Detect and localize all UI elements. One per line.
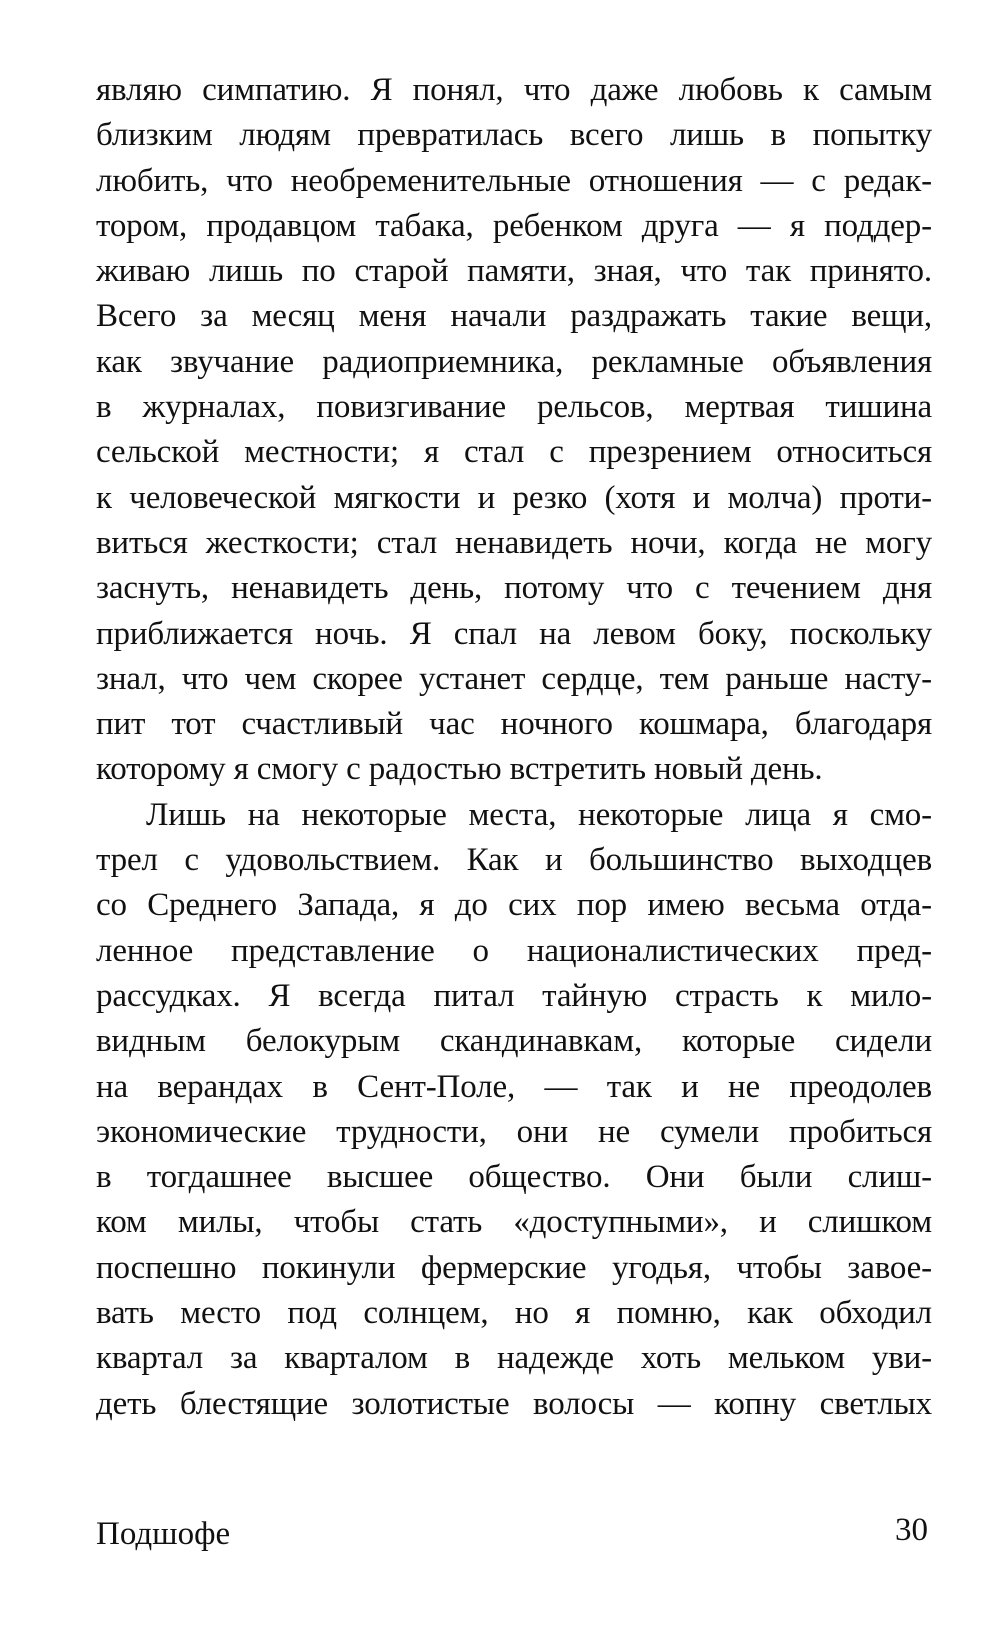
text-line: деть блестящие золотистые волосы — копну светлых [96,1385,932,1422]
text-line: живаю лишь по старой памяти, зная, что так принято. [96,253,932,290]
text-line: приближается ночь. Я спал на левом боку, поскольку [96,615,932,652]
text-line: заснуть, ненавидеть день, потому что с течением дня [96,570,932,607]
text-line: Лишь на некоторые места, некоторые лица я смо- [146,796,932,833]
text-line: в тогдашнее высшее общество. Они были слиш- [96,1159,932,1196]
body-text [96,68,932,1427]
text-line: сельской местности; я стал с презрением относиться [96,434,932,471]
text-line: со Среднего Запада, я до сих пор имею весьма отда- [96,887,932,924]
text-line: в журналах, повизгивание рельсов, мертвая тишина [96,389,932,426]
text-line: близким людям превратилась всего лишь в попытку [96,117,932,154]
text-line: видным белокурым скандинавкам, которые сидели [96,1023,932,1060]
page-number: 30 [895,1512,928,1548]
text-line: трел с удовольствием. Как и большинство выходцев [96,842,932,879]
text-line: как звучание радиоприемника, рекламные объявления [96,343,932,380]
text-line: тором, продавцом табака, ребенком друга — я поддер- [96,207,932,244]
text-line: на верандах в Сент-Поле, — так и не преодолев [96,1068,932,1105]
text-line: ком милы, чтобы стать «доступными», и слишком [96,1204,932,1241]
text-line: к человеческой мягкости и резко (хотя и молча) проти- [96,479,932,516]
text-line: виться жесткости; стал ненавидеть ночи, когда не могу [96,524,932,561]
text-line: вать место под солнцем, но я помню, как обходил [96,1295,932,1332]
text-line: рассудках. Я всегда питал тайную страсть к мило- [96,977,932,1014]
text-line: пит тот счастливый час ночного кошмара, благодаря [96,706,932,743]
running-footer-title: Подшофе [96,1516,231,1552]
text-line: любить, что необременительные отношения — с редак- [96,162,932,199]
text-line: знал, что чем скорее устанет сердце, тем раньше насту- [96,660,932,697]
text-line: квартал за кварталом в надежде хоть мельком уви- [96,1340,932,1377]
text-line: экономические трудности, они не сумели пробиться [96,1113,932,1150]
text-line: являю симпатию. Я понял, что даже любовь к самым [96,72,932,108]
text-line: которому я смогу с радостью встретить новый день. [96,751,823,788]
text-line: Всего за месяц меня начали раздражать такие вещи, [96,298,932,335]
text-line: ленное представление о националистических пред- [96,932,932,969]
text-line: поспешно покинули фермерские угодья, чтобы завое- [96,1249,932,1286]
